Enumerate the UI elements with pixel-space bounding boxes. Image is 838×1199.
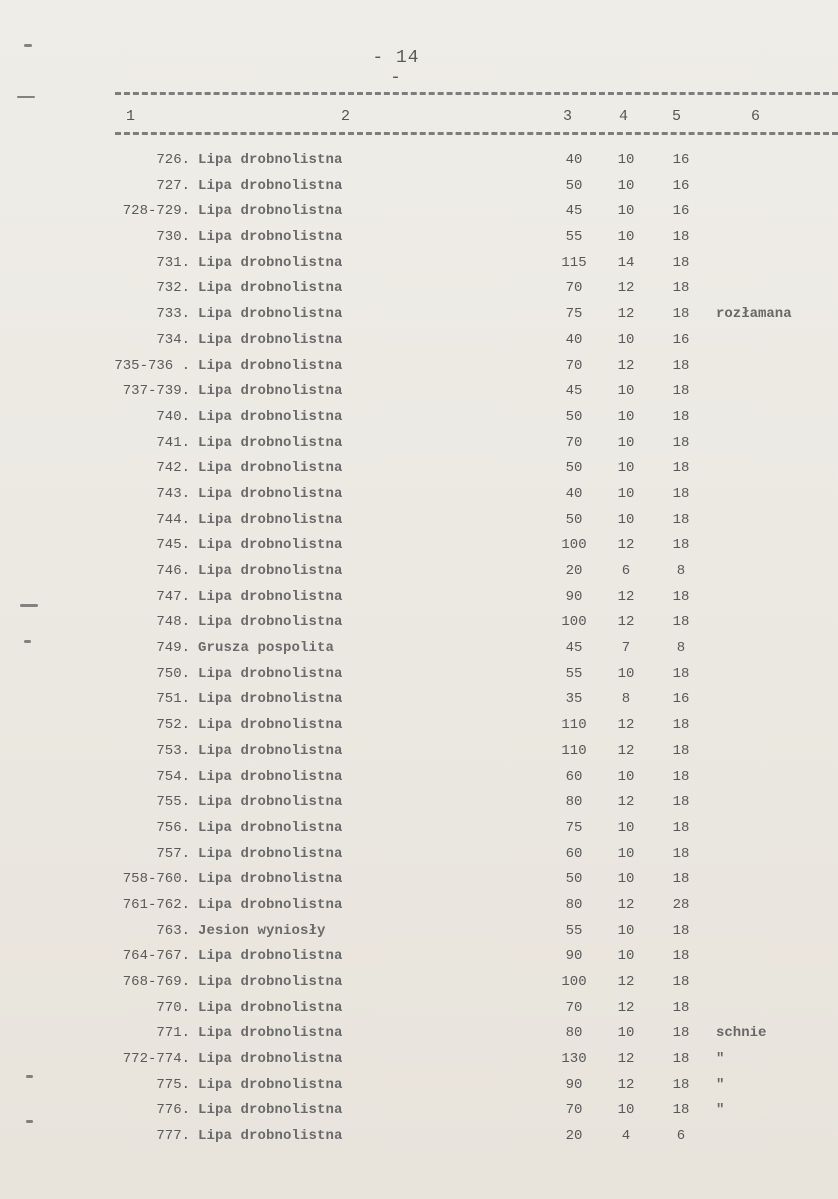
species-name: Lipa drobnolistna (198, 177, 343, 194)
column-3-value: 80 (565, 896, 583, 913)
column-5-value: 18 (672, 383, 690, 400)
row-number: 744. (156, 511, 190, 528)
row-number: 758-760. (122, 871, 190, 888)
column-3-value: 130 (561, 1051, 587, 1068)
species-name: Lipa drobnolistna (198, 229, 343, 246)
column-3-value: 70 (565, 999, 583, 1016)
column-6-note: schnie (716, 1025, 767, 1042)
column-4-value: 12 (617, 974, 635, 990)
column-3-value: 110 (561, 742, 587, 759)
margin-mark (24, 44, 32, 47)
row-number: 746. (156, 563, 190, 579)
column-3-value: 55 (565, 229, 583, 246)
species-name: Lipa drobnolistna (198, 665, 343, 682)
column-4-value: 12 (617, 1051, 635, 1068)
species-name: Lipa drobnolistna (198, 768, 343, 785)
species-name: Lipa drobnolistna (198, 794, 343, 811)
column-3-value: 40 (565, 331, 583, 348)
row-number: 726. (156, 152, 190, 168)
column-3-value: 115 (561, 254, 587, 271)
column-4-value: 10 (617, 408, 635, 425)
column-5-value: 18 (672, 1102, 690, 1119)
column-3-value: 20 (565, 563, 583, 579)
table-row (0, 867, 838, 893)
species-name: Jesion wyniosły (198, 922, 326, 939)
column-3-value: 50 (565, 871, 583, 888)
column-3-value: 50 (565, 511, 583, 528)
species-name: Grusza pospolita (198, 640, 335, 657)
column-header-5: 5 (672, 108, 682, 125)
species-name: Lipa drobnolistna (198, 999, 343, 1016)
row-number: 749. (156, 640, 190, 657)
row-number: 747. (156, 588, 190, 605)
column-3-value: 20 (565, 1128, 583, 1145)
column-5-value: 16 (672, 203, 690, 220)
table-row (0, 405, 838, 431)
column-6-note: " (716, 1051, 725, 1068)
column-4-value: 10 (617, 434, 635, 451)
species-name: Lipa drobnolistna (198, 434, 343, 451)
column-4-value: 10 (617, 871, 635, 888)
species-name: Lipa drobnolistna (198, 280, 343, 297)
column-5-value: 28 (672, 896, 690, 913)
species-name: Lipa drobnolistna (198, 819, 343, 836)
page-number: - 14 - (372, 48, 420, 88)
column-4-value: 12 (617, 1076, 635, 1093)
column-5-value: 18 (672, 408, 690, 425)
column-3-value: 80 (565, 794, 583, 811)
species-name: Lipa drobnolistna (198, 563, 343, 579)
table-row (0, 816, 838, 842)
column-5-value: 6 (676, 1128, 686, 1145)
row-number: 776. (156, 1102, 190, 1119)
column-4-value: 12 (617, 588, 635, 605)
column-4-value: 12 (617, 280, 635, 297)
species-name: Lipa drobnolistna (198, 871, 343, 888)
margin-mark (26, 1075, 33, 1078)
column-3-value: 90 (565, 948, 583, 965)
row-number: 751. (156, 691, 190, 708)
column-4-value: 6 (621, 563, 631, 579)
table-row (0, 944, 838, 970)
column-3-value: 80 (565, 1025, 583, 1042)
row-number: 733. (156, 306, 190, 323)
row-number: 745. (156, 537, 190, 554)
column-4-value: 12 (617, 742, 635, 759)
column-header-6: 6 (751, 108, 761, 125)
column-5-value: 18 (672, 306, 690, 323)
species-name: Lipa drobnolistna (198, 254, 343, 271)
column-4-value: 12 (617, 717, 635, 734)
species-name: Lipa drobnolistna (198, 1076, 343, 1093)
column-5-value: 18 (672, 537, 690, 554)
species-name: Lipa drobnolistna (198, 974, 343, 990)
table-row (0, 379, 838, 405)
species-name: Lipa drobnolistna (198, 306, 343, 323)
column-4-value: 12 (617, 357, 635, 374)
table-row (0, 559, 838, 585)
table-row (0, 1124, 838, 1150)
row-number: 742. (156, 460, 190, 477)
column-5-value: 18 (672, 588, 690, 605)
row-number: 737-739. (122, 383, 190, 400)
column-5-value: 18 (672, 717, 690, 734)
column-4-value: 14 (617, 254, 635, 271)
column-5-value: 18 (672, 280, 690, 297)
table-row (0, 1021, 838, 1047)
column-5-value: 18 (672, 460, 690, 477)
column-4-value: 10 (617, 1102, 635, 1119)
row-number: 772-774. (122, 1051, 190, 1068)
column-5-value: 16 (672, 331, 690, 348)
column-5-value: 16 (672, 691, 690, 708)
row-number: 755. (156, 794, 190, 811)
species-name: Lipa drobnolistna (198, 408, 343, 425)
column-5-value: 18 (672, 871, 690, 888)
row-number: 764-767. (122, 948, 190, 965)
column-3-value: 100 (561, 537, 587, 554)
column-5-value: 18 (672, 819, 690, 836)
table-row (0, 919, 838, 945)
table-row (0, 1047, 838, 1073)
column-5-value: 18 (672, 742, 690, 759)
column-4-value: 10 (617, 665, 635, 682)
table-row (0, 508, 838, 534)
column-4-value: 10 (617, 511, 635, 528)
column-3-value: 45 (565, 640, 583, 657)
row-number: 777. (156, 1128, 190, 1145)
species-name: Lipa drobnolistna (198, 383, 343, 400)
column-4-value: 10 (617, 485, 635, 502)
column-3-value: 70 (565, 280, 583, 297)
column-5-value: 18 (672, 229, 690, 246)
column-4-value: 8 (621, 691, 631, 708)
column-4-value: 10 (617, 331, 635, 348)
column-5-value: 18 (672, 1051, 690, 1068)
column-header-2: 2 (341, 108, 351, 125)
column-4-value: 12 (617, 614, 635, 631)
table-row (0, 739, 838, 765)
table-row (0, 713, 838, 739)
column-4-value: 10 (617, 922, 635, 939)
column-3-value: 50 (565, 460, 583, 477)
species-name: Lipa drobnolistna (198, 1025, 343, 1042)
table-row (0, 970, 838, 996)
row-number: 727. (156, 177, 190, 194)
species-name: Lipa drobnolistna (198, 614, 343, 631)
column-5-value: 18 (672, 922, 690, 939)
column-3-value: 55 (565, 922, 583, 939)
column-4-value: 10 (617, 1025, 635, 1042)
column-4-value: 10 (617, 819, 635, 836)
column-4-value: 10 (617, 383, 635, 400)
column-4-value: 4 (621, 1128, 631, 1145)
table-body (0, 148, 838, 1150)
table-row (0, 199, 838, 225)
column-4-value: 10 (617, 845, 635, 862)
column-3-value: 40 (565, 152, 583, 168)
column-5-value: 18 (672, 1025, 690, 1042)
table-row (0, 662, 838, 688)
table-row (0, 765, 838, 791)
table-row (0, 585, 838, 611)
species-name: Lipa drobnolistna (198, 845, 343, 862)
row-number: 732. (156, 280, 190, 297)
row-number: 768-769. (122, 974, 190, 990)
species-name: Lipa drobnolistna (198, 742, 343, 759)
table-row (0, 276, 838, 302)
column-6-note: " (716, 1076, 725, 1093)
column-3-value: 75 (565, 819, 583, 836)
species-name: Lipa drobnolistna (198, 1051, 343, 1068)
row-number: 731. (156, 254, 190, 271)
column-5-value: 8 (676, 640, 686, 657)
species-name: Lipa drobnolistna (198, 357, 343, 374)
column-5-value: 18 (672, 948, 690, 965)
table-row (0, 636, 838, 662)
row-number: 754. (156, 768, 190, 785)
row-number: 734. (156, 331, 190, 348)
table-row (0, 842, 838, 868)
row-number: 748. (156, 614, 190, 631)
column-4-value: 12 (617, 999, 635, 1016)
column-5-value: 18 (672, 999, 690, 1016)
row-number: 743. (156, 485, 190, 502)
table-row (0, 302, 838, 328)
column-header-1: 1 (126, 108, 136, 125)
column-3-value: 110 (561, 717, 587, 734)
column-6-note: " (716, 1102, 725, 1119)
column-3-value: 70 (565, 434, 583, 451)
table-row (0, 996, 838, 1022)
column-4-value: 10 (617, 768, 635, 785)
table-row (0, 456, 838, 482)
row-number: 752. (156, 717, 190, 734)
species-name: Lipa drobnolistna (198, 511, 343, 528)
species-name: Lipa drobnolistna (198, 485, 343, 502)
row-number: 740. (156, 408, 190, 425)
table-row (0, 482, 838, 508)
column-5-value: 18 (672, 974, 690, 990)
table-row (0, 1098, 838, 1124)
margin-mark (20, 604, 38, 607)
column-5-value: 18 (672, 254, 690, 271)
species-name: Lipa drobnolistna (198, 152, 343, 168)
row-number: 761-762. (122, 896, 190, 913)
column-5-value: 18 (672, 768, 690, 785)
species-name: Lipa drobnolistna (198, 717, 343, 734)
table-row (0, 431, 838, 457)
table-row (0, 174, 838, 200)
column-5-value: 8 (676, 563, 686, 579)
column-5-value: 18 (672, 665, 690, 682)
row-number: 763. (156, 922, 190, 939)
column-3-value: 75 (565, 306, 583, 323)
column-3-value: 60 (565, 845, 583, 862)
column-4-value: 12 (617, 896, 635, 913)
row-number: 775. (156, 1076, 190, 1093)
column-6-note: rozłamana (716, 306, 792, 323)
species-name: Lipa drobnolistna (198, 896, 343, 913)
table-row (0, 687, 838, 713)
column-4-value: 10 (617, 460, 635, 477)
column-4-value: 7 (621, 640, 631, 657)
column-5-value: 18 (672, 485, 690, 502)
column-4-value: 12 (617, 794, 635, 811)
table-row (0, 251, 838, 277)
row-number: 753. (156, 742, 190, 759)
column-3-value: 70 (565, 1102, 583, 1119)
table-header-bottom-rule (115, 132, 838, 135)
column-5-value: 18 (672, 794, 690, 811)
margin-mark (17, 96, 35, 98)
column-3-value: 40 (565, 485, 583, 502)
column-5-value: 16 (672, 177, 690, 194)
table-row (0, 893, 838, 919)
column-5-value: 18 (672, 614, 690, 631)
table-row (0, 1073, 838, 1099)
species-name: Lipa drobnolistna (198, 460, 343, 477)
row-number: 771. (156, 1025, 190, 1042)
column-4-value: 10 (617, 203, 635, 220)
species-name: Lipa drobnolistna (198, 537, 343, 554)
species-name: Lipa drobnolistna (198, 203, 343, 220)
table-row (0, 790, 838, 816)
column-5-value: 16 (672, 152, 690, 168)
column-5-value: 18 (672, 434, 690, 451)
row-number: 756. (156, 819, 190, 836)
row-number: 750. (156, 665, 190, 682)
column-3-value: 100 (561, 974, 587, 990)
row-number: 770. (156, 999, 190, 1016)
column-4-value: 10 (617, 948, 635, 965)
column-3-value: 50 (565, 177, 583, 194)
table-row (0, 354, 838, 380)
column-5-value: 18 (672, 511, 690, 528)
table-row (0, 148, 838, 174)
row-number: 728-729. (122, 203, 190, 220)
column-4-value: 12 (617, 306, 635, 323)
row-number: 735-736 . (114, 357, 190, 374)
margin-mark (26, 1120, 33, 1123)
species-name: Lipa drobnolistna (198, 1128, 343, 1145)
row-number: 757. (156, 845, 190, 862)
table-row (0, 328, 838, 354)
column-5-value: 18 (672, 845, 690, 862)
species-name: Lipa drobnolistna (198, 588, 343, 605)
column-3-value: 45 (565, 203, 583, 220)
column-3-value: 60 (565, 768, 583, 785)
column-3-value: 90 (565, 1076, 583, 1093)
table-row (0, 533, 838, 559)
column-3-value: 45 (565, 383, 583, 400)
species-name: Lipa drobnolistna (198, 948, 343, 965)
column-3-value: 55 (565, 665, 583, 682)
row-number: 730. (156, 229, 190, 246)
table-row (0, 610, 838, 636)
column-4-value: 12 (617, 537, 635, 554)
column-header-4: 4 (619, 108, 629, 125)
margin-mark (24, 640, 31, 643)
column-3-value: 90 (565, 588, 583, 605)
column-3-value: 70 (565, 357, 583, 374)
table-row (0, 225, 838, 251)
column-5-value: 18 (672, 357, 690, 374)
column-3-value: 100 (561, 614, 587, 631)
column-5-value: 18 (672, 1076, 690, 1093)
column-4-value: 10 (617, 177, 635, 194)
column-4-value: 10 (617, 152, 635, 168)
species-name: Lipa drobnolistna (198, 691, 343, 708)
species-name: Lipa drobnolistna (198, 1102, 343, 1119)
column-header-3: 3 (563, 108, 573, 125)
column-3-value: 35 (565, 691, 583, 708)
species-name: Lipa drobnolistna (198, 331, 343, 348)
table-top-rule (115, 92, 838, 95)
row-number: 741. (156, 434, 190, 451)
column-3-value: 50 (565, 408, 583, 425)
column-4-value: 10 (617, 229, 635, 246)
